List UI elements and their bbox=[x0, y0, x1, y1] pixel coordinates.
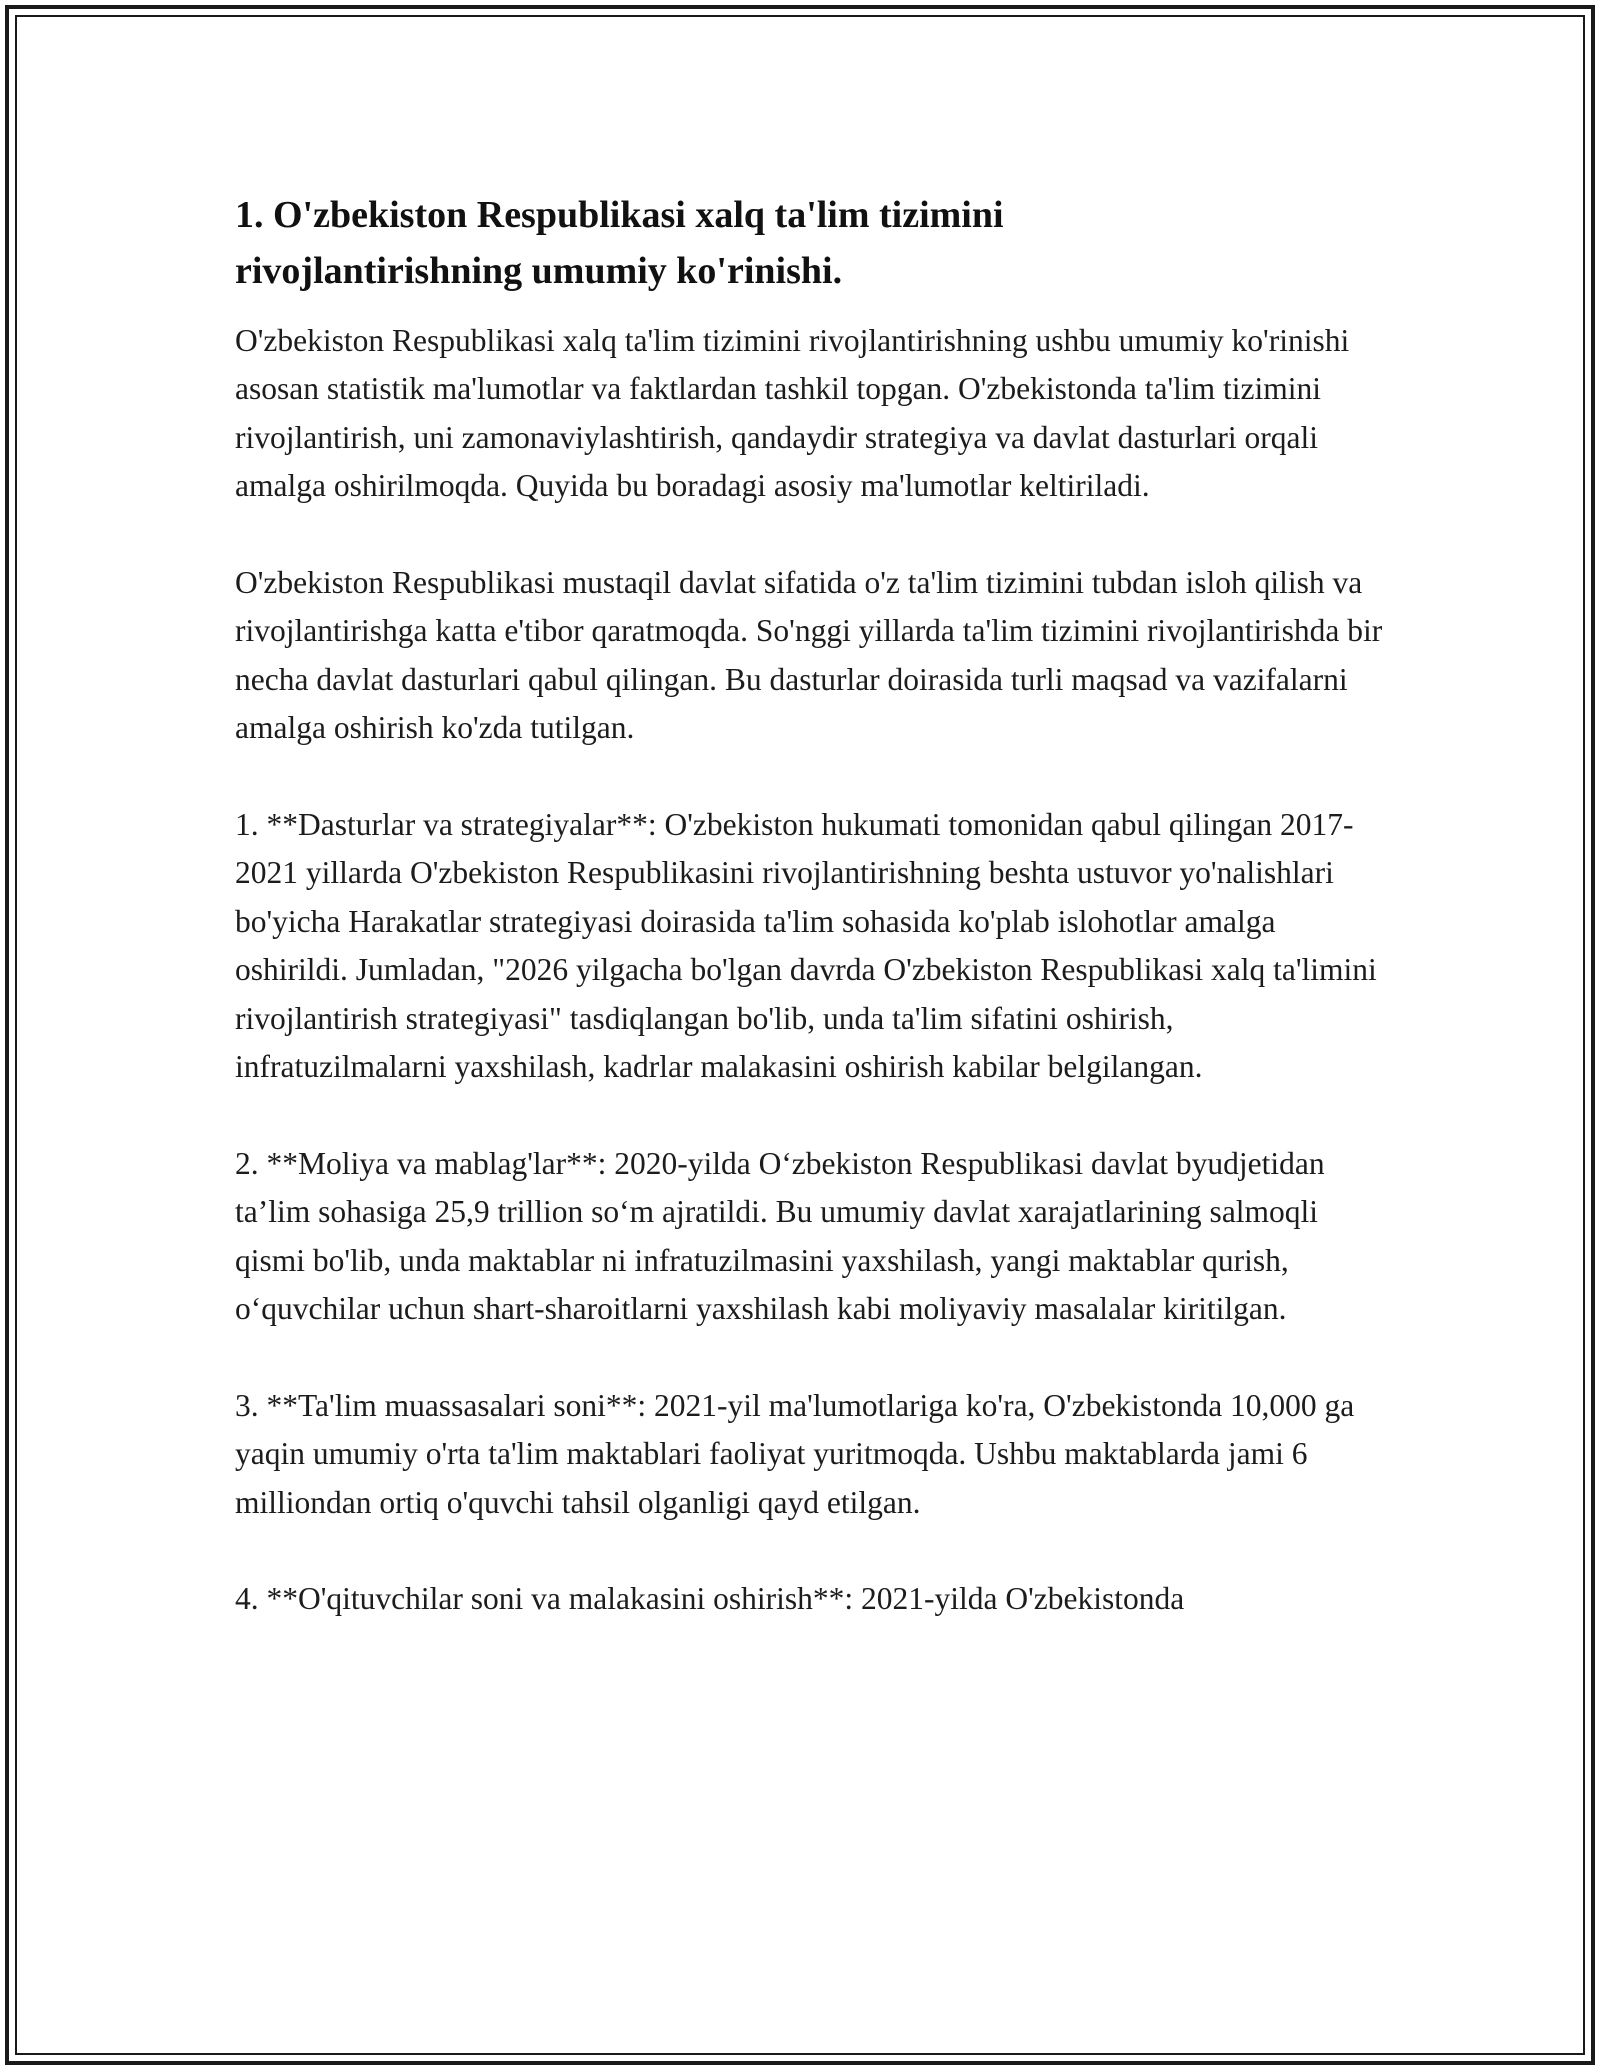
intro-paragraph: O'zbekiston Respublikasi xalq ta'lim tizimini rivojlantirishning ushbu umumiy ko'rinishi asosan statistik ma'lumotlar va faktlardan tashkil topgan. O'zbekistonda ta'lim tizimini rivojlantirish, uni zamonaviylashtirish, qandaydir strategiya va davlat dasturlari orqali amalga oshirilmoqda. Quyida bu boradagi asosiy ma'lumotlar keltiriladi. bbox=[235, 323, 1350, 504]
context-paragraph: O'zbekiston Respublikasi mustaqil davlat sifatida o'z ta'lim tizimini tubdan isloh qilish va rivojlantirishga katta e'tibor qaratmoqda. So'nggi yillarda ta'lim tizimini rivojlantirishda bir necha davlat dasturlari qabul qilingan. Bu dasturlar doirasida turli maqsad va vazifalarni amalga oshirish ko'zda tutilgan. bbox=[235, 565, 1383, 746]
list-item-finance: 2. **Moliya va mablag'lar**: 2020-yilda O‘zbekiston Respublikasi davlat byudjetidan ta’lim sohasiga 25,9 trillion so‘m ajratildi. Bu umumiy davlat xarajatlarining salmoqli qismi bo'lib, unda maktablar ni infratuzilmasini yaxshilash, yangi maktablar qurish, o‘quvchilar uchun shart-sharoitlarni yaxshilash kabi moliyaviy masalalar kiritilgan. bbox=[235, 1145, 1325, 1327]
list-item-programs: 1. **Dasturlar va strategiyalar**: O'zbekiston hukumati tomonidan qabul qilingan 2017-2021 yillarda O'zbekiston Respublikasini rivojlantirishning beshta ustuvor yo'nalishlari bo'yicha Harakatlar strategiyasi doirasida ta'lim sohasida ko'plab islohotlar amalga oshirildi. Jumladan, "2026 yilgacha bo'lgan davrda O'zbekiston Respublikasi xalq ta'limini rivojlantirish strategiyasi" tasdiqlangan bo'lib, unda ta'lim sifatini oshirish, infratuzilmalarni yaxshilash, kadrlar malakasini oshirish kabilar belgilangan. bbox=[235, 807, 1377, 1085]
list-item-teachers: 4. **O'qituvchilar soni va malakasini oshirish**: 2021-yilda O'zbekistonda bbox=[235, 1581, 1185, 1617]
list-item-institutions: 3. **Ta'lim muassasalari soni**: 2021-yil ma'lumotlariga ko'ra, O'zbekistonda 10,000 ga yaqin umumiy o'rta ta'lim maktablari faoliyat yuritmoqda. Ushbu maktablarda jami 6 milliondan ortiq o'quvchi tahsil olganligi qayd etilgan. bbox=[235, 1387, 1355, 1520]
section-heading: 1. O'zbekiston Respublikasi xalq ta'lim tizimini rivojlantirishning umumiy ko'rinishi. bbox=[235, 194, 1004, 292]
document-body bbox=[235, 187, 1385, 1624]
